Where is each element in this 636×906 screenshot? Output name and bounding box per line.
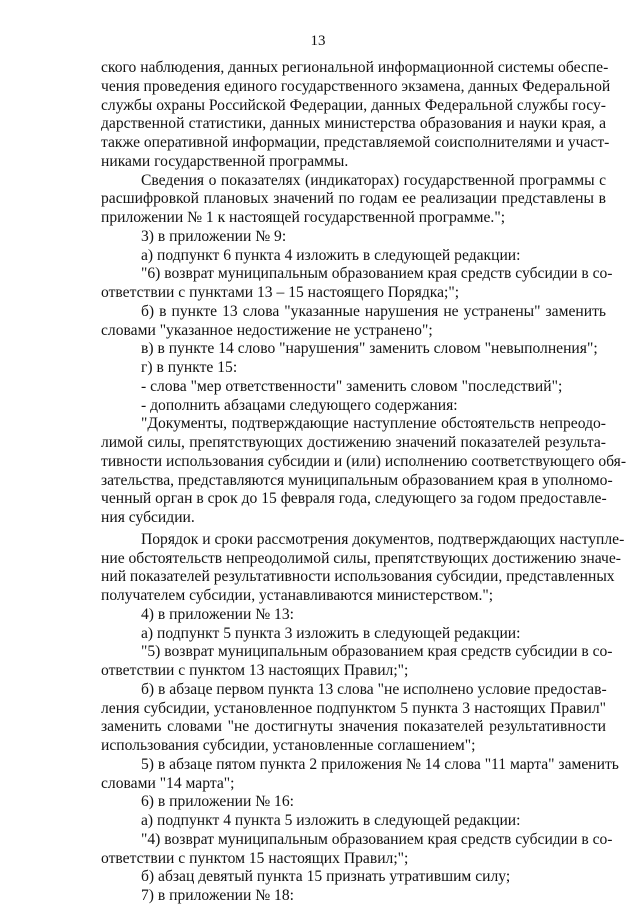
text-line: расшифровкой плановых значений по годам ее реализации представлены в [101,190,606,208]
text-line: "4) возврат муниципальным образованием края средств субсидии в со- [141,830,613,848]
text-line: б) абзац девятый пункта 15 признать утратившим силу; [141,868,511,886]
text-line: - слова "мер ответственности" заменить словом "последствий"; [141,377,563,395]
text-line: ние обстоятельств непреодолимой силы, препятствующих достижению значе- [101,549,621,567]
text-line: 6) в приложении № 16: [141,793,294,811]
text-line: ответствии с пунктом 13 настоящих Правил;"; [101,662,409,679]
text-line: службы охраны Российской Федерации, данных Федеральной службы госу- [101,96,606,114]
text-line: "Документы, подтверждающие наступление обстоятельств непреодо- [141,415,606,433]
text-line: использования субсидии, установленные соглашением"; [101,737,476,754]
text-line: Сведения о показателях (индикаторах) государственной программы с [141,171,606,189]
text-line: а) подпункт 6 пункта 4 изложить в следующей редакции: [141,246,521,264]
body-text [101,59,627,906]
text-line: б) в абзаце первом пункта 13 слова "не исполнено условие предостав- [141,680,607,698]
text-line: ченный орган в срок до 15 февраля года, следующего за годом предоставле- [101,490,607,508]
text-line: 4) в приложении № 13: [141,605,294,623]
text-line: г) в пункте 15: [141,359,238,376]
text-line: никами государственной программы. [101,152,349,170]
text-line: ского наблюдения, данных региональной информационной системы обеспе- [101,59,609,76]
text-line: 5) в абзаце пятом пункта 2 приложения № 14 слова "11 марта" заменить [141,755,619,773]
text-line: ний показателей результативности использования субсидии, представленных [101,568,615,586]
text-line: Порядок и сроки рассмотрения документов, подтверждающих наступле- [141,530,625,548]
text-line: дарственной статистики, данных министерства образования и науки края, а [101,115,606,133]
text-line: зательства, представляются муниципальным образованием края в уполномо- [101,471,613,489]
text-line: получателем субсидии, устанавливаются министерством."; [101,587,494,604]
text-line: приложении № 1 к настоящей государственной программе."; [101,209,506,226]
text-line: чения проведения единого государственного экзамена, данных Федеральной [101,77,611,95]
text-line: заменить словами "не достигнуты значения показателей результативности [101,718,606,736]
text-line: словами "указанное недостижение не устранено"; [101,321,433,339]
text-line: а) подпункт 4 пункта 5 изложить в следующей редакции: [141,812,521,829]
text-line: а) подпункт 5 пункта 3 изложить в следующей редакции: [141,624,521,642]
text-line: ния субсидии. [101,509,195,526]
text-line: 7) в приложении № 18: [141,887,294,904]
text-line: "6) возврат муниципальным образованием края средств субсидии в со- [141,265,613,283]
text-line: тивности использования субсидии и (или) исполнению соответствующего обя- [101,452,627,470]
text-line: также оперативной информации, представляемой соисполнителями и участ- [101,134,610,151]
page-number: 13 [310,33,326,49]
text-line: ответствии с пунктами 13 – 15 настоящего Порядка;"; [101,284,460,301]
text-line: в) в пункте 14 слово "нарушения" заменить словом "невыполнения"; [141,340,598,358]
text-line: "5) возврат муниципальным образованием края средств субсидии в со- [141,643,613,661]
text-line: - дополнить абзацами следующего содержания: [141,396,458,414]
text-line: словами "14 марта"; [101,774,235,792]
text-line: 3) в приложении № 9: [141,227,287,245]
text-line: ответствии с пунктом 15 настоящих Правил;"; [101,849,409,867]
text-line: лимой силы, препятствующих достижению значений показателей результа- [101,434,606,451]
text-line: б) в пункте 13 слова "указанные нарушения не устранены" заменить [141,302,606,320]
text-line: ления субсидии, установленное подпунктом 5 пункта 3 настоящих Правил" [101,699,606,717]
